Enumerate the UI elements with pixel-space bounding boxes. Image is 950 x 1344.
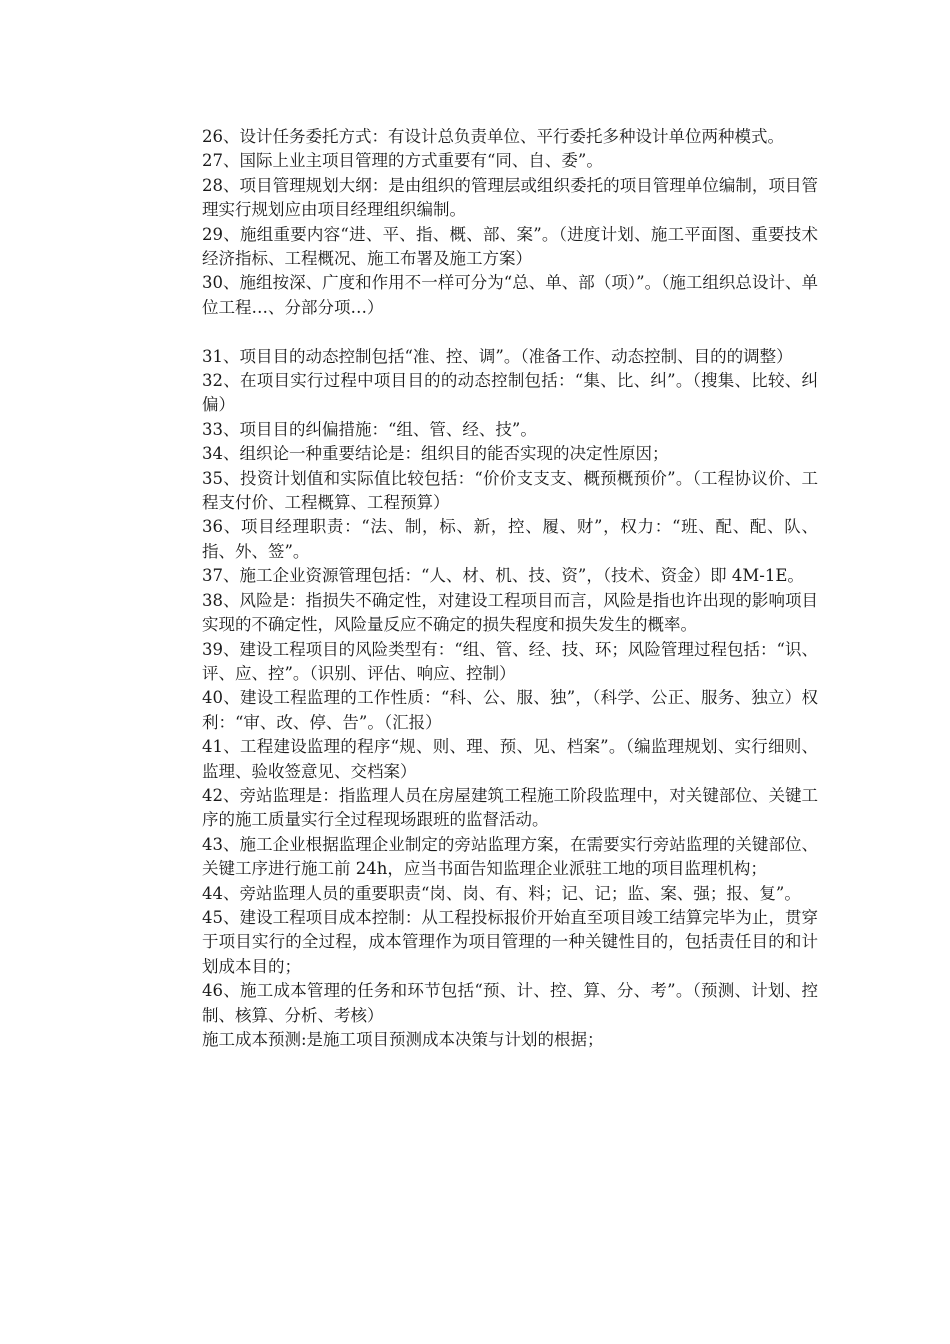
paragraph-39: 39、建设工程项目的风险类型有：“组、管、经、技、环；风险管理过程包括：“识、评、应、控”。（识别、评估、响应、控制） [202,639,818,683]
paragraph-37: 37、施工企业资源管理包括：“人、材、机、技、资”，（技术、资金）即 4M-1E。 [202,566,804,586]
paragraph-29: 29、施组重要内容“进、平、指、概、部、案”。（进度计划、施工平面图、重要技术经济指标、工程概况、施工布署及施工方案） [202,224,818,269]
paragraph-45: 45、建设工程项目成本控制：从工程投标报价开始直至项目竣工结算完毕为止，贯穿于项目实行的全过程，成本管理作为项目管理的一种关键性目的，包括责任目的和计划成本目的； [202,907,818,976]
paragraph-40: 40、建设工程监理的工作性质：“科、公、服、独”，（科学、公正、服务、独立）权利：“审、改、停、告”。（汇报） [202,688,818,732]
paragraph-28: 28、项目管理规划大纲：是由组织的管理层或组织委托的项目管理单位编制，项目管理实行规划应由项目经理组织编制。 [202,175,818,220]
paragraph-44: 44、旁站监理人员的重要职责“岗、岗、有、料；记、记；监、案、强；报、复”。 [202,883,801,903]
paragraph-36: 36、项目经理职责：“法、制，标、新，控、履、财”，权力：“班、配、配、队、指、外、签”。 [202,517,818,561]
paragraph-26: 26、设计任务委托方式：有设计总负责单位、平行委托多种设计单位两种模式。 [202,127,784,146]
document-body [202,125,818,1052]
paragraph-38: 38、风险是：指损失不确定性，对建设工程项目而言，风险是指也许出现的影响项目实现的不确定性，风险量反应不确定的损失程度和损失发生的概率。 [202,590,818,635]
paragraph-46: 46、施工成本管理的任务和环节包括“预、计、控、算、分、考”。（预测、计划、控制、核算、分析、考核） [202,981,818,1025]
paragraph-32: 32、在项目实行过程中项目目的的动态控制包括：“集、比、纠”。（搜集、比较、纠偏） [202,371,818,415]
paragraph-cost-forecast: 施工成本预测:是施工项目预测成本决策与计划的根据； [202,1030,604,1050]
paragraph-41: 41、工程建设监理的程序“规、则、理、预、见、档案”。（编监理规划、实行细则、监理、验收签意见、交档案） [202,737,818,781]
paragraph-42: 42、旁站监理是：指监理人员在房屋建筑工程施工阶段监理中，对关键部位、关键工序的施工质量实行全过程现场跟班的监督活动。 [202,785,818,830]
paragraph-30: 30、施组按深、广度和作用不一样可分为“总、单、部（项）”。（施工组织总设计、单位工程…、分部分项…） [202,273,818,317]
paragraph-31: 31、项目目的动态控制包括“准、控、调”。（准备工作、动态控制、目的的调整） [202,346,793,366]
paragraph-34: 34、组织论一种重要结论是：组织目的能否实现的决定性原因； [202,444,669,464]
paragraph-33: 33、项目目的纠偏措施：“组、管、经、技”。 [202,419,537,439]
paragraph-35: 35、投资计划值和实际值比较包括：“价价支支支、概预概预价”。（工程协议价、工程支付价、工程概算、工程预算） [202,468,818,513]
paragraph-43: 43、施工企业根据监理企业制定的旁站监理方案，在需要实行旁站监理的关键部位、关键工序进行施工前 24h，应当书面告知监理企业派驻工地的项目监理机构； [202,834,818,879]
blank-line [202,320,818,344]
paragraph-27: 27、国际上业主项目管理的方式重要有“同、自、委”。 [202,151,603,171]
